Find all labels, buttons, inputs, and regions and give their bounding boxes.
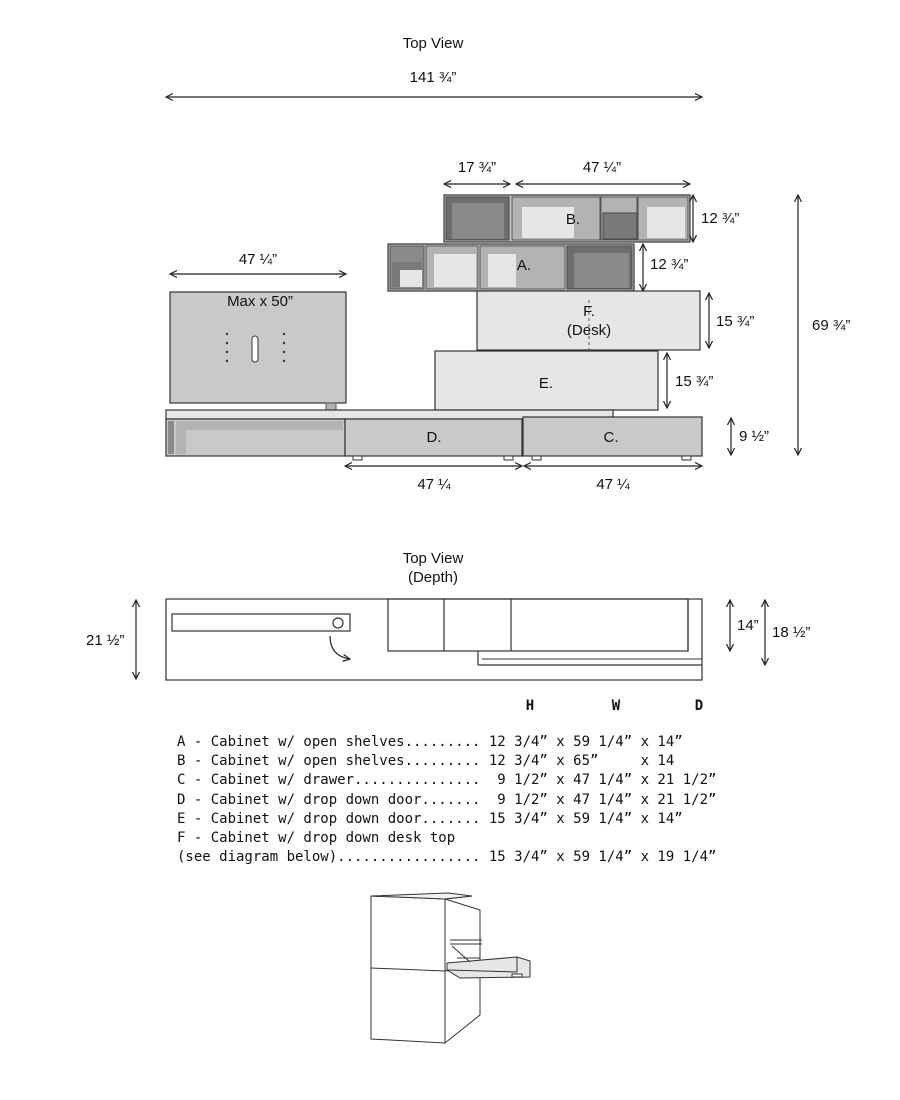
- desk-isometric-sketch: [371, 893, 530, 1043]
- spec-row: E - Cabinet w/ drop down door....... 15 3/4” x 59 1/4” x 14”: [177, 811, 683, 827]
- cabinet-a: [388, 244, 634, 291]
- depth-left-label: 21 ½”: [86, 632, 125, 649]
- spec-row: F - Cabinet w/ drop down desk top: [177, 830, 456, 846]
- depth-view-subtitle: (Depth): [407, 569, 459, 586]
- b-left-width-label: 17 ¾”: [457, 159, 497, 176]
- cabinet-a-label: A.: [516, 257, 532, 274]
- cabinet-e-label: E.: [538, 375, 554, 392]
- header-w: W: [611, 698, 621, 714]
- b-height-label: 12 ¾”: [701, 210, 740, 227]
- c-width-label: 47 ¼: [596, 476, 630, 493]
- header-d: D: [694, 698, 704, 714]
- f-height-label: 15 ¾”: [716, 313, 755, 330]
- base-left-block: [166, 419, 345, 456]
- rotation-arrow-icon: [330, 636, 350, 659]
- d-width-label: 47 ¼: [417, 476, 451, 493]
- cabinet-f-desk-label: (Desk): [566, 322, 612, 339]
- total-width-label: 141 ¾”: [409, 69, 457, 86]
- b-right-width-label: 47 ¼”: [582, 159, 622, 176]
- tv-width-label: 47 ¼”: [238, 251, 278, 268]
- base-height-label: 9 ½”: [739, 428, 770, 445]
- spec-row: C - Cabinet w/ drawer............... 9 1/2” x 47 1/4” x 21 1/2”: [177, 772, 717, 788]
- depth-right1-label: 14”: [737, 617, 759, 634]
- a-height-label: 12 ¾”: [650, 256, 689, 273]
- cabinet-d-label: D.: [426, 429, 442, 446]
- tv-top-outline: [172, 614, 350, 631]
- spec-row: D - Cabinet w/ drop down door....... 9 1/2” x 47 1/4” x 21 1/2”: [177, 792, 717, 808]
- cabinet-c-label: C.: [603, 429, 619, 446]
- cabinet-d-foot-right: [504, 456, 513, 460]
- front-view-title: Top View: [402, 35, 464, 52]
- cabinet-c-foot-right: [682, 456, 691, 460]
- cabinet-b-label: B.: [565, 211, 581, 228]
- header-h: H: [525, 698, 535, 714]
- spec-row: (see diagram below)................. 15 3/4” x 59 1/4” x 19 1/4”: [177, 849, 717, 865]
- cabinet-f-label: F.: [583, 303, 595, 320]
- depth-right2-label: 18 ½”: [772, 624, 811, 641]
- depth-view-title: Top View: [402, 550, 464, 567]
- cabinet-d-foot-left: [353, 456, 362, 460]
- depth-outline: [166, 599, 702, 680]
- spec-row: B - Cabinet w/ open shelves......... 12 3/4” x 65” x 14: [177, 753, 675, 769]
- e-height-label: 15 ¾”: [675, 373, 714, 390]
- spec-row: A - Cabinet w/ open shelves......... 12 3/4” x 59 1/4” x 14”: [177, 734, 683, 750]
- tv-size-label: Max x 50”: [227, 293, 293, 310]
- total-height-label: 69 ¾”: [812, 317, 851, 334]
- cabinet-c-foot-left: [532, 456, 541, 460]
